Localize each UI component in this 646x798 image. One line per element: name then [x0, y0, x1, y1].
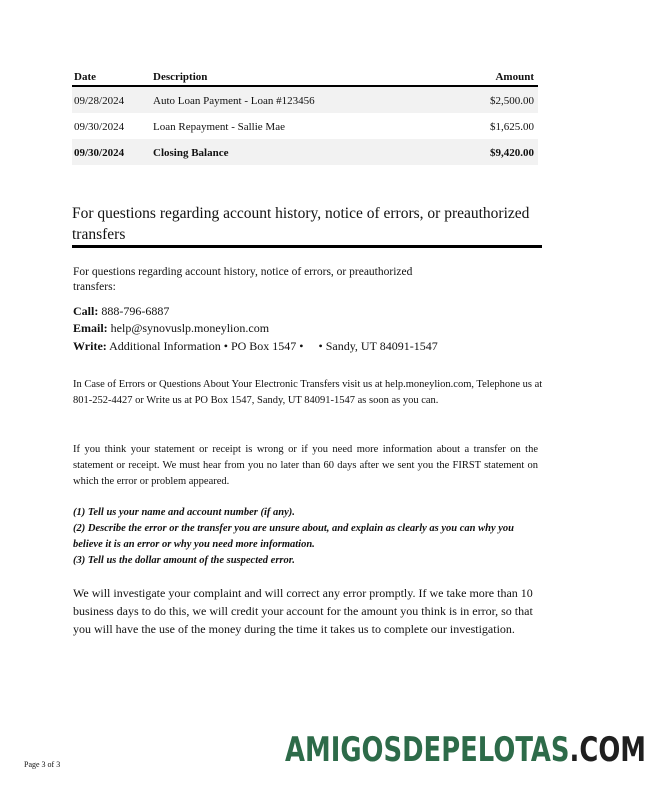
table-row [72, 113, 538, 139]
wrong-statement-paragraph: If you think your statement or receipt is wrong or if you need more information about a transfer on the statement or receipt. We must hear from you no later than 60 days after we sent you the FIRST statement on which the error or problem appeared. [73, 444, 538, 487]
email-line [73, 321, 269, 336]
email-address: help@synovuslp.moneylion.com [110, 321, 270, 335]
table-header [72, 68, 538, 87]
row-amount: $9,420.00 [490, 147, 534, 159]
header-date: Date [74, 71, 96, 83]
list-item: (3) Tell us the dollar amount of the suspected error. [73, 555, 295, 566]
section-heading: For questions regarding account history, notice of errors, or preauthorized transfers [72, 205, 530, 243]
write-line [73, 339, 438, 354]
call-line [73, 304, 169, 319]
header-description: Description [153, 71, 208, 83]
row-date: 09/30/2024 [74, 147, 125, 159]
row-amount: $1,625.00 [490, 121, 534, 133]
list-item: (2) Describe the error or the transfer you are unsure about, and explain as clearly as you can why you believe it is an error or why you need more information. [73, 523, 515, 550]
row-amount: $2,500.00 [490, 95, 534, 107]
watermark-main: AMIGOSDEPELOTAS [285, 730, 570, 770]
header-amount: Amount [495, 71, 534, 83]
instructions-list [73, 505, 543, 569]
intro-text: For questions regarding account history, notice of errors, or preauthorized transfers: [73, 266, 413, 293]
row-date: 09/28/2024 [74, 95, 125, 107]
row-description: Loan Repayment - Sallie Mae [153, 121, 285, 133]
email-label: Email: [73, 321, 108, 335]
closing-balance-row [72, 139, 538, 165]
investigation-paragraph: We will investigate your complaint and will correct any error promptly. If we take more than 10 business days to do this, we will credit your account for the amount you think is in error, so that you will have the use of the money during the time it takes us to complete our investigation. [73, 586, 533, 636]
write-label: Write: [73, 339, 107, 353]
list-item: (1) Tell us your name and account number (if any). [73, 507, 295, 518]
phone-number: 888-796-6887 [101, 304, 170, 318]
page-number: Page 3 of 3 [24, 760, 61, 769]
watermark-tld: .COM [569, 730, 646, 770]
transactions-table [72, 68, 538, 165]
errors-paragraph: In Case of Errors or Questions About Your Electronic Transfers visit us at help.moneylion.com, Telephone us at 801-252-4427 or Write us at PO Box 1547, Sandy, UT 84091-1547 as soon as you can. [73, 379, 543, 406]
heading-rule [72, 245, 542, 248]
watermark-logo [285, 730, 646, 770]
row-date: 09/30/2024 [74, 121, 125, 133]
table-row [72, 87, 538, 113]
call-label: Call: [73, 304, 99, 318]
mailing-address: Additional Information • PO Box 1547 • • Sandy, UT 84091-1547 [109, 339, 438, 353]
row-description: Auto Loan Payment - Loan #123456 [153, 95, 315, 107]
row-description: Closing Balance [153, 147, 229, 159]
